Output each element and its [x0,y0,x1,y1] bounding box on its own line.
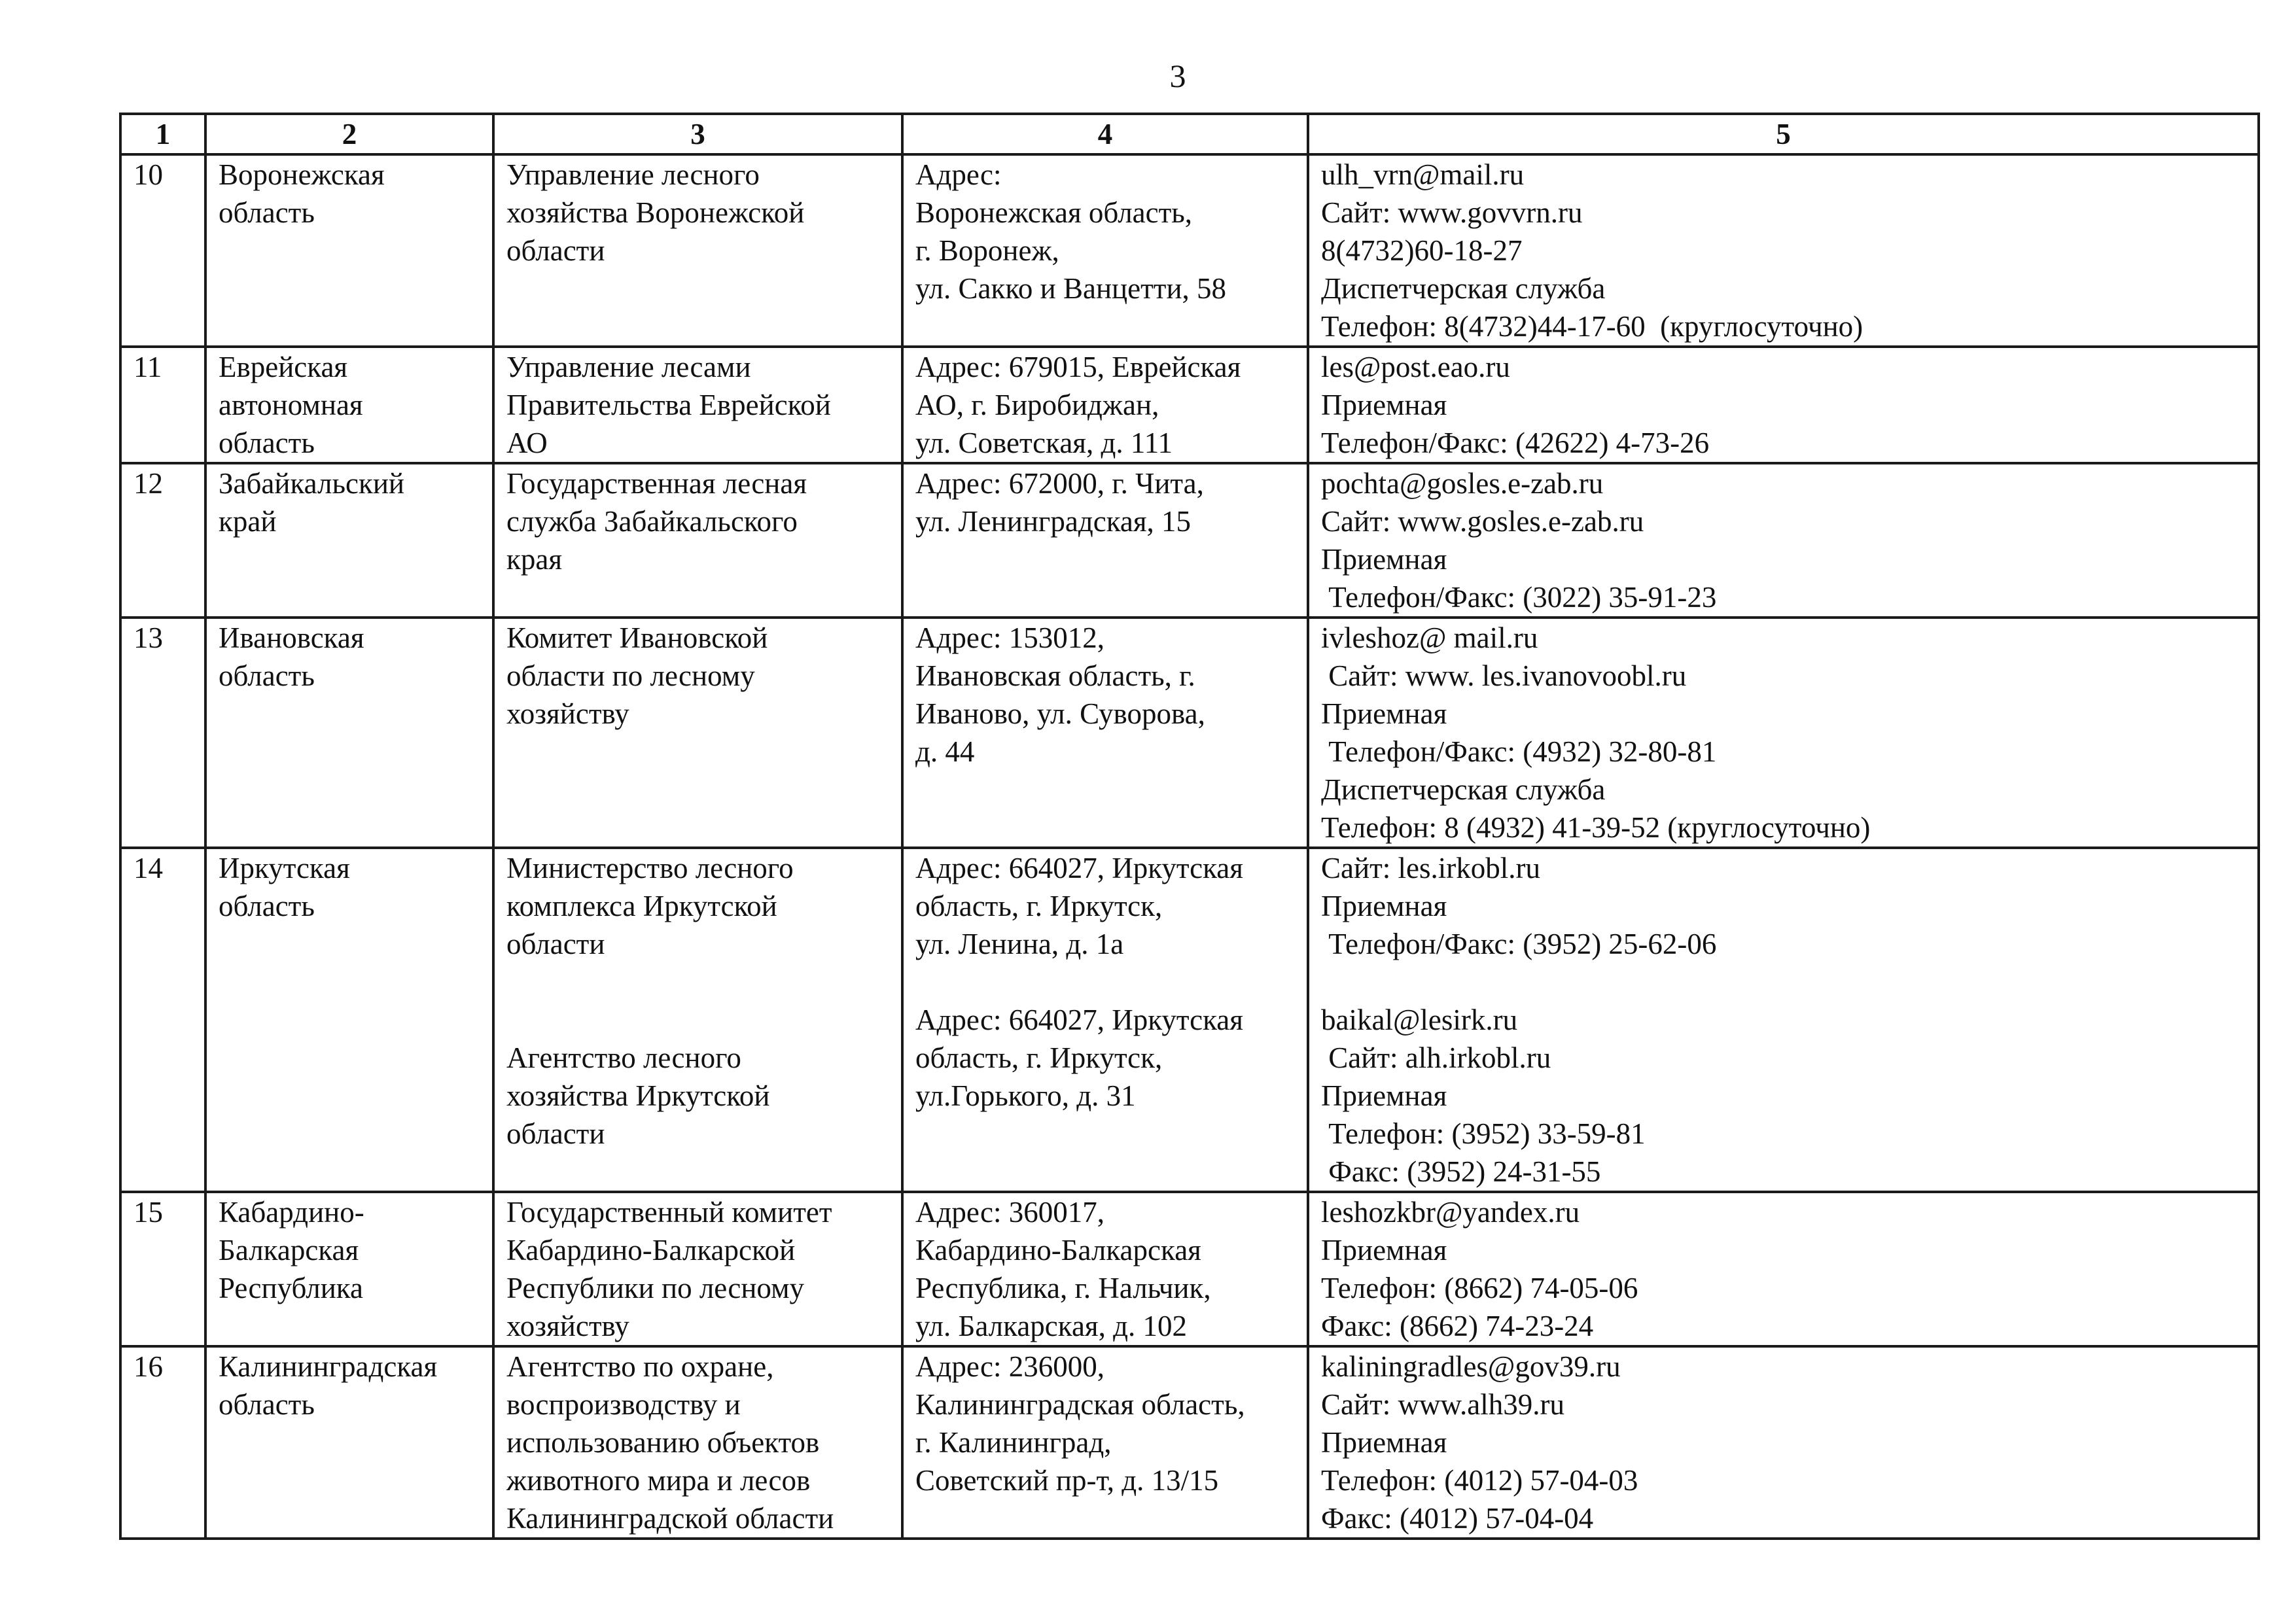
contacts-cell [1308,1346,2259,1539]
text-line: Адрес: 153012, [915,621,1104,654]
text-line: Диспетчерская служба [1321,272,1606,305]
region-cell [205,618,493,848]
column-header: 2 [205,114,493,154]
text-line: Ивановская область, г. [915,659,1195,692]
text-line: Воронежская [219,158,385,191]
text-line: baikal@lesirk.ru [1321,1003,1518,1036]
text-line: Адрес: [915,158,1002,191]
text-line: Калининградская [219,1350,438,1383]
text-line: г. Воронеж, [915,234,1059,267]
text-line: Иваново, ул. Суворова, [915,697,1205,730]
text-line: Адрес: 664027, Иркутская [915,852,1243,884]
address-cell [902,1346,1308,1539]
text-line: Сайт: www.alh39.ru [1321,1388,1565,1421]
region-cell [205,463,493,618]
organization-cell [493,618,902,848]
text-line: д. 44 [915,735,975,768]
text-line: ул. Балкарская, д. 102 [915,1310,1188,1342]
text-line: ulh_vrn@mail.ru [1321,158,1525,191]
region-cell [205,347,493,463]
text-line: ул. Советская, д. 111 [915,427,1173,459]
row-number [120,154,205,347]
text-line: Приемная [1321,1234,1447,1266]
text-line: хозяйству [506,1310,629,1342]
text-line: Кабардино-Балкарской [506,1234,796,1266]
text-line: Государственный комитет [506,1196,832,1229]
text-line: Воронежская область, [915,196,1193,229]
organization-cell [493,463,902,618]
text-line: 12 [133,467,163,500]
text-line: края [506,543,563,576]
text-line: животного мира и лесов [506,1464,811,1497]
text-line: leshozkbr@yandex.ru [1321,1196,1580,1229]
row-number [120,1346,205,1539]
organization-cell [493,1192,902,1346]
text-line: Факс: (4012) 57-04-04 [1321,1502,1594,1535]
column-header: 4 [902,114,1308,154]
text-line: Министерство лесного [506,852,794,884]
table-row [120,154,2259,347]
row-number [120,848,205,1192]
text-line: г. Калининград, [915,1426,1112,1459]
text-line: ул.Горького, д. 31 [915,1079,1136,1112]
text-line: ул. Ленинградская, 15 [915,505,1192,538]
text-line: Республики по лесному [506,1272,805,1304]
text-line: 13 [133,621,163,654]
text-line: pochta@gosles.e-zab.ru [1321,467,1604,500]
page-number: 3 [1169,58,1186,94]
text-line: Телефон: (3952) 33-59-81 [1321,1117,1646,1150]
region-cell [205,1192,493,1346]
text-line: Управление лесного [506,158,760,191]
text-line: Телефон/Факс: (3952) 25-62-06 [1321,928,1717,960]
text-line: область [219,427,315,459]
address-cell [902,618,1308,848]
table-row [120,618,2259,848]
text-line: Телефон: (8662) 74-05-06 [1321,1272,1638,1304]
text-line: Телефон/Факс: (4932) 32-80-81 [1321,735,1717,768]
text-line: kaliningradles@gov39.ru [1321,1350,1621,1383]
text-line: Балкарская [219,1234,359,1266]
text-line: воспроизводству и [506,1388,741,1421]
text-line: Приемная [1321,1079,1447,1112]
text-line: Сайт: alh.irkobl.ru [1321,1041,1551,1074]
contacts-cell [1308,848,2259,1192]
text-line: области [506,928,605,960]
text-line: служба Забайкальского [506,505,798,538]
text-line: область, г. Иркутск, [915,890,1163,922]
text-line: ivleshoz@ mail.ru [1321,621,1538,654]
text-line: Еврейская [219,351,348,383]
text-line: область [219,1388,315,1421]
contacts-cell [1308,347,2259,463]
region-cell [205,154,493,347]
text-line: Адрес: 672000, г. Чита, [915,467,1204,500]
text-line: Иркутская [219,852,350,884]
text-line: 10 [133,158,163,191]
text-line: Правительства Еврейской [506,389,831,421]
text-line: Приемная [1321,1426,1447,1459]
text-line: Комитет Ивановской [506,621,768,654]
text-line: ул. Ленина, д. 1а [915,928,1124,960]
contacts-cell [1308,618,2259,848]
text-line: область [219,196,315,229]
table-row [120,1192,2259,1346]
text-line: Управление лесами [506,351,751,383]
text-line: Телефон: 8(4732)44-17-60 (круглосуточно) [1321,310,1863,343]
text-line: области [506,1117,605,1150]
organizations-table [119,113,2260,1540]
text-line: Ивановская [219,621,364,654]
text-line: 16 [133,1350,163,1383]
region-cell [205,1346,493,1539]
text-line: Адрес: 679015, Еврейская [915,351,1241,383]
text-line: ул. Сакко и Ванцетти, 58 [915,272,1227,305]
text-line: Сайт: www. les.ivanovoobl.ru [1321,659,1687,692]
table-row [120,463,2259,618]
text-line: области [506,234,605,267]
text-line: хозяйства Иркутской [506,1079,770,1112]
contacts-cell [1308,1192,2259,1346]
text-line: хозяйству [506,697,629,730]
text-line: Телефон/Факс: (3022) 35-91-23 [1321,581,1717,614]
text-line: Кабардино- [219,1196,364,1229]
text-line: комплекса Иркутской [506,890,777,922]
text-line: Калининградской области [506,1502,834,1535]
organization-cell [493,347,902,463]
text-line: край [219,505,277,538]
row-number [120,347,205,463]
text-line: области по лесному [506,659,755,692]
text-line: Калининградская область, [915,1388,1245,1421]
text-line: Советский пр-т, д. 13/15 [915,1464,1219,1497]
text-line: Приемная [1321,697,1447,730]
address-cell [902,1192,1308,1346]
column-header: 5 [1308,114,2259,154]
text-line: Сайт: les.irkobl.ru [1321,852,1540,884]
text-line: область, г. Иркутск, [915,1041,1163,1074]
text-line: Адрес: 664027, Иркутская [915,1003,1243,1036]
row-number [120,463,205,618]
table-row [120,347,2259,463]
text-line: 15 [133,1196,163,1229]
text-line: хозяйства Воронежской [506,196,805,229]
text-line: Факс: (8662) 74-23-24 [1321,1310,1594,1342]
text-line: Республика [219,1272,363,1304]
text-line: 11 [133,351,162,383]
text-line: Приемная [1321,890,1447,922]
text-line: 8(4732)60-18-27 [1321,234,1523,267]
row-number [120,1192,205,1346]
text-line: Кабардино-Балкарская [915,1234,1201,1266]
text-line: Адрес: 236000, [915,1350,1104,1383]
column-header: 1 [120,114,205,154]
text-line: les@post.eao.ru [1321,351,1510,383]
text-line: Факс: (3952) 24-31-55 [1321,1155,1601,1188]
text-line: Сайт: www.gosles.e-zab.ru [1321,505,1644,538]
address-cell [902,154,1308,347]
text-line: Приемная [1321,389,1447,421]
organization-cell [493,848,902,1192]
row-number [120,618,205,848]
table-row [120,1346,2259,1539]
text-line: 14 [133,852,163,884]
text-line: Агентство лесного [506,1041,741,1074]
text-line: Адрес: 360017, [915,1196,1104,1229]
address-cell [902,463,1308,618]
text-line: область [219,659,315,692]
organization-cell [493,154,902,347]
text-line: АО [506,427,548,459]
column-header: 3 [493,114,902,154]
header-row [120,114,2259,154]
text-line: Телефон: 8 (4932) 41-39-52 (круглосуточно) [1321,811,1871,844]
organization-cell [493,1346,902,1539]
text-line: Агентство по охране, [506,1350,774,1383]
region-cell [205,848,493,1192]
contacts-cell [1308,154,2259,347]
text-line: Приемная [1321,543,1447,576]
text-line: Телефон/Факс: (42622) 4-73-26 [1321,427,1710,459]
text-line: Телефон: (4012) 57-04-03 [1321,1464,1638,1497]
address-cell [902,848,1308,1192]
text-line: автономная [219,389,363,421]
table-row [120,848,2259,1192]
text-line: Государственная лесная [506,467,807,500]
text-line: Сайт: www.govvrn.ru [1321,196,1583,229]
text-line: Диспетчерская служба [1321,773,1606,806]
text-line: область [219,890,315,922]
text-line: АО, г. Биробиджан, [915,389,1159,421]
address-cell [902,347,1308,463]
contacts-cell [1308,463,2259,618]
text-line: Республика, г. Нальчик, [915,1272,1211,1304]
text-line: использованию объектов [506,1426,820,1459]
text-line: Забайкальский [219,467,404,500]
